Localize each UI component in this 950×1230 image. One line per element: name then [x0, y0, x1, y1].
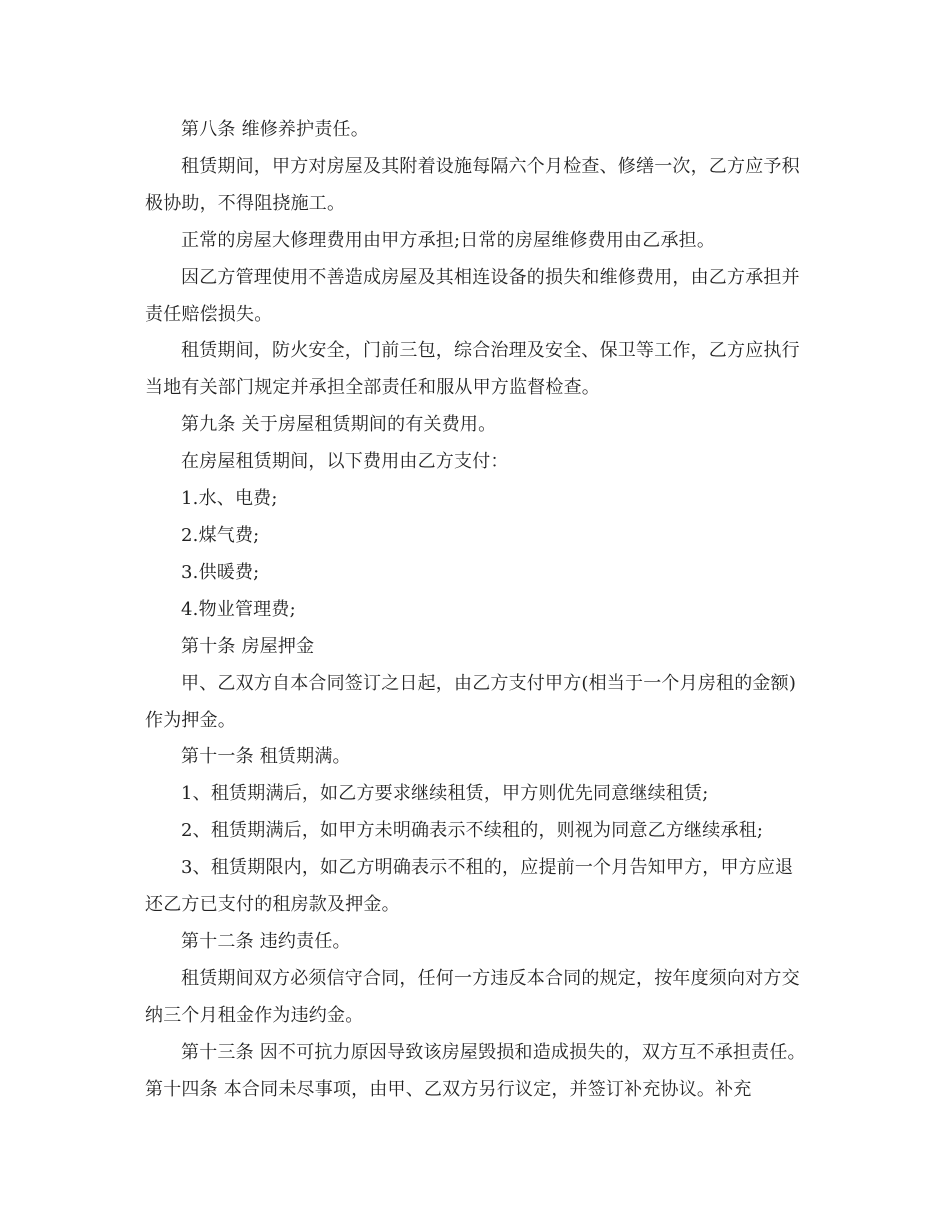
list-item: 2、租赁期满后，如甲方未明确表示不续租的，则视为同意乙方继续承租;: [181, 820, 764, 842]
clause-9-heading: 第九条 关于房屋租赁期间的有关费用。: [181, 414, 497, 436]
paragraph: 租赁期间，甲方对房屋及其附着设施每隔六个月检查、修缮一次，乙方应予积极协助，不得阻挠施工。: [145, 155, 800, 214]
paragraph: 在房屋租赁期间，以下费用由乙方支付：: [181, 451, 509, 473]
paragraph: 因乙方管理使用不善造成房屋及其相连设备的损失和维修费用，由乙方承担并责任赔偿损失。: [145, 266, 800, 325]
clause-11-heading: 第十一条 租赁期满。: [181, 746, 351, 768]
paragraph: 租赁期间，防火安全，门前三包，综合治理及安全、保卫等工作，乙方应执行当地有关部门规定并承担全部责任和服从甲方监督检查。: [145, 340, 800, 399]
document-body: [145, 112, 810, 1108]
clause-10-heading: 第十条 房屋押金: [181, 635, 315, 657]
list-item: 1.水、电费;: [181, 488, 278, 510]
paragraph: 租赁期间双方必须信守合同，任何一方违反本合同的规定，按年度须向对方交纳三个月租金作为违约金。: [145, 967, 800, 1026]
clause-12-heading: 第十二条 违约责任。: [181, 930, 351, 952]
list-item: 3、租赁期限内，如乙方明确表示不租的，应提前一个月告知甲方，甲方应退还乙方已支付的租房款及押金。: [145, 857, 794, 916]
list-item: 3.供暖费;: [181, 561, 260, 583]
list-item: 4.物业管理费;: [181, 598, 296, 620]
list-item: 2.煤气费;: [181, 524, 260, 546]
paragraph: 甲、乙双方自本合同签订之日起，由乙方支付甲方(相当于一个月房租的金额)作为押金。: [145, 672, 797, 731]
paragraph: 正常的房屋大修理费用由甲方承担;日常的房屋维修费用由乙承担。: [181, 229, 716, 251]
clause-8-heading: 第八条 维修养护责任。: [181, 119, 369, 140]
paragraph: 第十三条 因不可抗力原因导致该房屋毁损和造成损失的，双方互不承担责任。 第十四条 本合同未尽事项，由甲、乙双方另行议定，并签订补充协议。补充: [145, 1041, 806, 1100]
list-item: 1、租赁期满后，如乙方要求继续租赁，甲方则优先同意继续租赁;: [181, 783, 709, 805]
